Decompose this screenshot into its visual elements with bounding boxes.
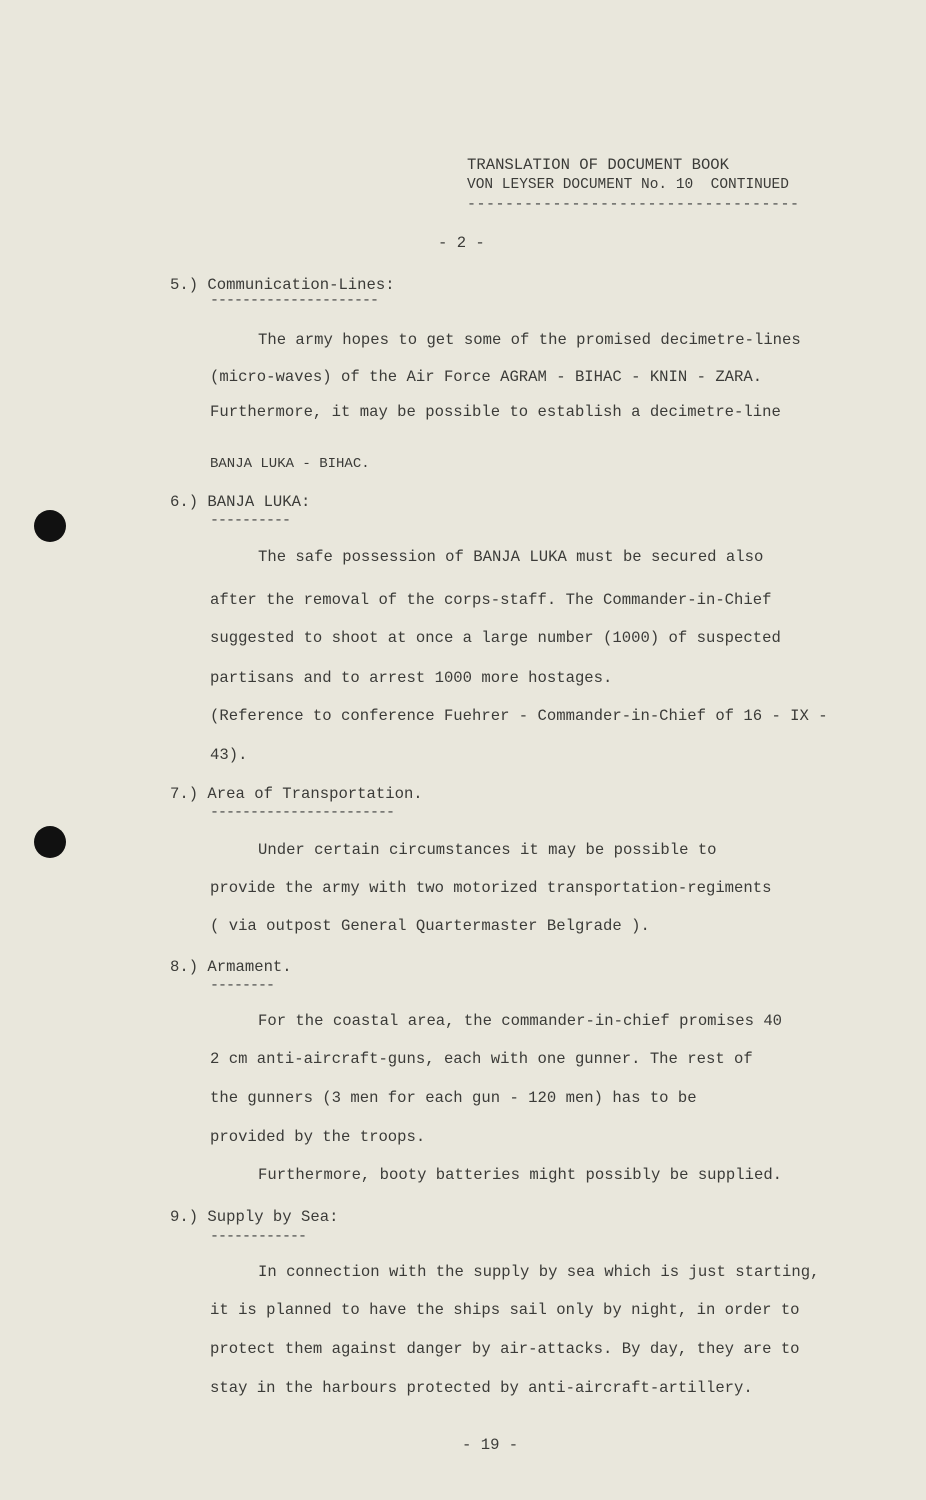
section-6-title: 6.) BANJA LUKA: [170, 493, 311, 511]
section-7-title: 7.) Area of Transportation. [170, 785, 423, 803]
punch-hole-top [34, 510, 66, 542]
section-9-title: 9.) Supply by Sea: [170, 1208, 339, 1226]
section-5-title: 5.) Communication-Lines: [170, 276, 395, 294]
paragraph-line: after the removal of the corps-staff. The Commander-in-Chief [210, 591, 772, 609]
paragraph-line: (Reference to conference Fuehrer - Commander-in-Chief of 16 - IX - [210, 707, 828, 725]
section-8-title: 8.) Armament. [170, 958, 292, 976]
page-number: - 2 - [438, 234, 485, 252]
section-6-underline: ---------- [210, 512, 291, 529]
paragraph-line: The safe possession of BANJA LUKA must be secured also [258, 548, 764, 566]
paragraph-line: stay in the harbours protected by anti-aircraft-artillery. [210, 1379, 753, 1397]
paragraph-line: it is planned to have the ships sail only by night, in order to [210, 1301, 800, 1319]
paragraph-line: For the coastal area, the commander-in-chief promises 40 [258, 1012, 783, 1030]
paragraph-line: 43). [210, 746, 248, 764]
header-rule: ----------------------------------- [467, 196, 800, 213]
paragraph-line: BANJA LUKA - BIHAC. [210, 456, 370, 472]
section-8-underline: -------- [210, 977, 275, 994]
section-9-underline: ------------ [210, 1228, 307, 1245]
paragraph-line: provide the army with two motorized transportation-regiments [210, 879, 772, 897]
paragraph-line: provided by the troops. [210, 1128, 426, 1146]
paragraph-line: The army hopes to get some of the promised decimetre-lines [258, 331, 801, 349]
header-line-2: VON LEYSER DOCUMENT No. 10 CONTINUED [467, 177, 789, 193]
section-5-underline: --------------------- [210, 292, 379, 309]
paragraph-line: Furthermore, it may be possible to establish a decimetre-line [210, 403, 781, 421]
section-7-underline: ----------------------- [210, 804, 395, 821]
paragraph-line: ( via outpost General Quartermaster Belgrade ). [210, 917, 650, 935]
paragraph-line: 2 cm anti-aircraft-guns, each with one gunner. The rest of [210, 1050, 753, 1068]
paragraph-line: Under certain circumstances it may be possible to [258, 841, 717, 859]
paragraph-line: In connection with the supply by sea which is just starting, [258, 1263, 820, 1281]
paragraph-line: Furthermore, booty batteries might possibly be supplied. [258, 1166, 783, 1184]
footer-page-number: - 19 - [462, 1436, 519, 1454]
paragraph-line: partisans and to arrest 1000 more hostages. [210, 669, 613, 687]
paragraph-line: protect them against danger by air-attacks. By day, they are to [210, 1340, 800, 1358]
paragraph-line: the gunners (3 men for each gun - 120 men) has to be [210, 1089, 697, 1107]
punch-hole-bottom [34, 826, 66, 858]
paragraph-line: (micro-waves) of the Air Force AGRAM - BIHAC - KNIN - ZARA. [210, 368, 763, 386]
header-line-1: TRANSLATION OF DOCUMENT BOOK [467, 156, 730, 174]
paragraph-line: suggested to shoot at once a large number (1000) of suspected [210, 629, 781, 647]
